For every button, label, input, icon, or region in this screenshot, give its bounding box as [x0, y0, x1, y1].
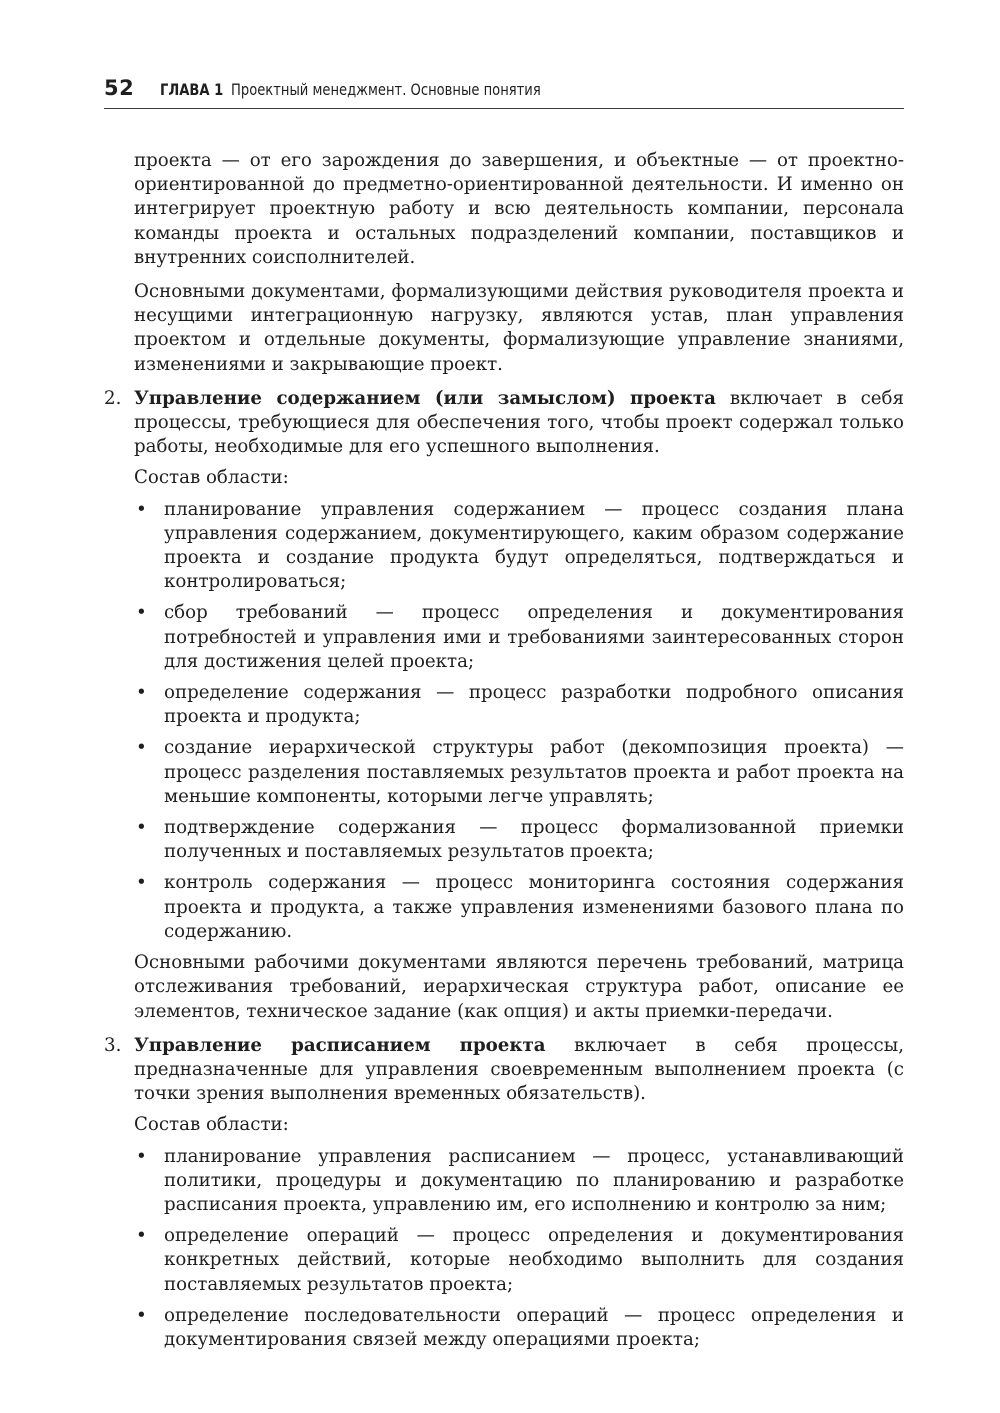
list-item — [134, 1224, 904, 1297]
bullet-icon: • — [136, 1304, 147, 1326]
section-2-list — [104, 498, 904, 944]
list-item-text: определение содержания — процесс разработки подробного описания проекта и продукта; — [164, 682, 904, 728]
list-item-text: определение операций — процесс определения и документирования конкретных действий, которые необходимо выполнить для создания поставляемых результатов проекта; — [164, 1225, 904, 1295]
intro-paragraph-2: Основными документами, формализующими действия руководителя проекта и несущими интеграционную нагрузку, являются устав, план управления проектом и отдельные документы, формализующие управление знаниями, изменениями и закрывающие проект. — [134, 281, 904, 375]
section-2-closing: Основными рабочими документами являются перечень требований, матрица отслеживания требований, иерархическая структура работ, описание ее элементов, техническое задание (как опция) и акты приемки-передачи. — [134, 952, 904, 1022]
list-item-text: определение последовательности операций — процесс определения и документирования связей между операциями проекта; — [164, 1304, 904, 1350]
bullet-icon: • — [136, 817, 147, 839]
list-item — [134, 601, 904, 674]
chapter-label: ГЛАВА 1 — [160, 80, 224, 99]
section-2 — [104, 387, 904, 491]
bullet-icon: • — [136, 872, 147, 894]
page-body — [104, 149, 904, 1359]
section-3 — [104, 1034, 904, 1138]
section-2-text: включает в себя процессы, требующиеся для обеспечения того, чтобы проект содержал только работы, необходимые для его успешного выполнения. — [134, 387, 904, 458]
list-item — [134, 816, 904, 864]
bullet-icon: • — [136, 602, 147, 624]
bullet-icon: • — [136, 1145, 147, 1167]
list-item-text: планирование управления содержанием — процесс создания плана управления содержанием, документирующего, каким образом содержание проекта и создание продукта будут определяться, подтверждаться и контролироваться; — [164, 498, 904, 593]
section-3-number: 3. — [104, 1034, 122, 1056]
list-item — [134, 681, 904, 729]
section-2-number: 2. — [104, 387, 122, 409]
list-item — [134, 871, 904, 944]
list-item-text: планирование управления расписанием — процесс, устанавливающий политики, процедуры и документацию по планированию и разработке расписания проекта, управлению им, его исполнению и контролю за ним; — [164, 1145, 904, 1215]
list-item-text: создание иерархической структуры работ (декомпозиция проекта) — процесс разделения поставляемых результатов проекта и работ проекта на меньшие компоненты, которыми легче управлять; — [164, 737, 904, 807]
section-3-text: включает в себя процессы, предназначенные для управления своевременным выполнением проекта (с точки зрения выполнения временных обязательств). — [134, 1034, 904, 1105]
list-item — [134, 736, 904, 809]
list-item-text: подтверждение содержания — процесс формализованной приемки полученных и поставляемых результатов проекта; — [164, 817, 904, 863]
page-number: 52 — [104, 76, 135, 100]
section-3-composition: Состав области: — [134, 1114, 289, 1136]
list-item — [134, 1145, 904, 1218]
section-3-intro — [134, 1034, 904, 1107]
bullet-icon: • — [136, 1225, 147, 1247]
section-3-title: Управление расписанием проекта — [134, 1034, 546, 1056]
bullet-icon: • — [136, 737, 147, 759]
list-item — [134, 498, 904, 595]
section-2-composition: Состав области: — [134, 467, 289, 489]
section-2-intro — [134, 387, 904, 460]
section-3-list — [104, 1145, 904, 1353]
chapter-title: Проектный менеджмент. Основные понятия — [231, 80, 542, 99]
list-item-text: сбор требований — процесс определения и документирования потребностей и управления ими и требованиями заинтересованных сторон для достижения целей проекта; — [164, 602, 904, 672]
list-item-text: контроль содержания — процесс мониторинга состояния содержания проекта и продукта, а также управления изменениями базового плана по содержанию. — [164, 872, 904, 942]
section-2-title: Управление содержанием (или замыслом) проекта — [134, 387, 716, 409]
bullet-icon: • — [136, 498, 147, 520]
bullet-icon: • — [136, 682, 147, 704]
running-header — [104, 76, 904, 109]
list-item — [134, 1304, 904, 1352]
intro-paragraph-1: проекта — от его зарождения до завершения, и объектные — от проектно-ориентированной до предметно-ориентированной деятельности. И именно он интегрирует проектную работу и всю деятельность компании, персонала команды проекта и остальных подразделений компании, поставщиков и внутренних соисполнителей. — [134, 150, 904, 268]
